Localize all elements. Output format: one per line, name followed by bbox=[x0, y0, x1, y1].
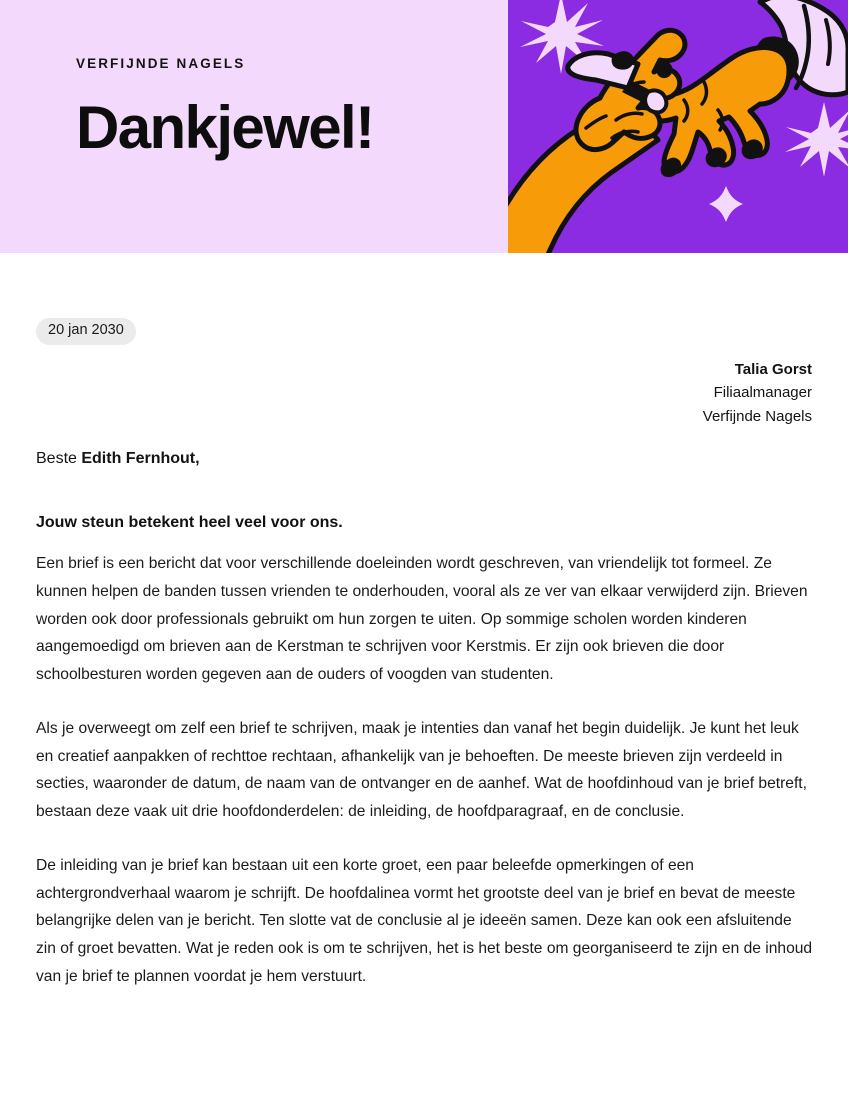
page-title: Dankjewel! bbox=[76, 94, 374, 162]
letter-paragraphs bbox=[36, 550, 815, 991]
recipient-name: Edith Fernhout, bbox=[81, 450, 200, 467]
sender-name: Talia Gorst bbox=[734, 361, 812, 378]
paragraph: Als je overweegt om zelf een brief te schrijven, maak je intenties dan vanaf het begin duidelijk. Je kunt het leuk en creatief aanpakken of rechttoe rechtaan, afhankelijk van je behoeften. De meeste brieven zijn verdeeld in secties, waaronder de datum, de naam van de ontvanger en de aanhef. Wat de hoofdinhoud van je brief betreft, bestaan deze vaak uit drie hoofdonderdelen: de inleiding, de hoofdparagraaf, en de conclusie. bbox=[36, 719, 807, 820]
brand-eyebrow: VERFIJNDE NAGELS bbox=[76, 56, 246, 71]
salutation bbox=[36, 448, 200, 470]
sender-role: Filiaalmanager bbox=[713, 384, 812, 402]
salutation-prefix: Beste bbox=[36, 450, 82, 467]
nail-polish-hands-illustration bbox=[508, 0, 848, 253]
sender-company: Verfijnde Nagels bbox=[702, 407, 812, 425]
sender-signature-block bbox=[452, 358, 812, 428]
paragraph: De inleiding van je brief kan bestaan uit een korte groet, een paar beleefde opmerkingen of een achtergrondverhaal waarom je schrijft. De hoofdalinea vormt het grootste deel van je brief en bevat de meeste belangrijke delen van je bericht. Ten slotte vat de conclusie al je ideeën samen. Deze kan ook een afsluitende zin of groet bevatten. Wat je reden ook is om te schrijven, het is het beste om georganiseerd te zijn en de inhoud van je brief te plannen voordat je hem verstuurt. bbox=[36, 856, 813, 985]
paragraph: Een brief is een bericht dat voor verschillende doeleinden wordt geschreven, van vriendelijk tot formeel. Ze kunnen helpen de banden tussen vrienden te onderhouden, vooral als ze ver van elkaar verwijderd zijn. Brieven worden ook door professionals gebruikt om hun zorgen te uiten. Op sommige scholen worden kinderen aangemoedigd om brieven aan de Kerstman te schrijven voor Kerstmis. Er zijn ook brieven die door schoolbesturen worden gegeven aan de ouders of voogden van studenten. bbox=[36, 555, 808, 683]
header-text-block bbox=[76, 56, 496, 162]
subject-line: Jouw steun betekent heel veel voor ons. bbox=[36, 514, 343, 531]
date-badge: 20 jan 2030 bbox=[36, 318, 136, 345]
letterhead-header bbox=[0, 0, 848, 253]
